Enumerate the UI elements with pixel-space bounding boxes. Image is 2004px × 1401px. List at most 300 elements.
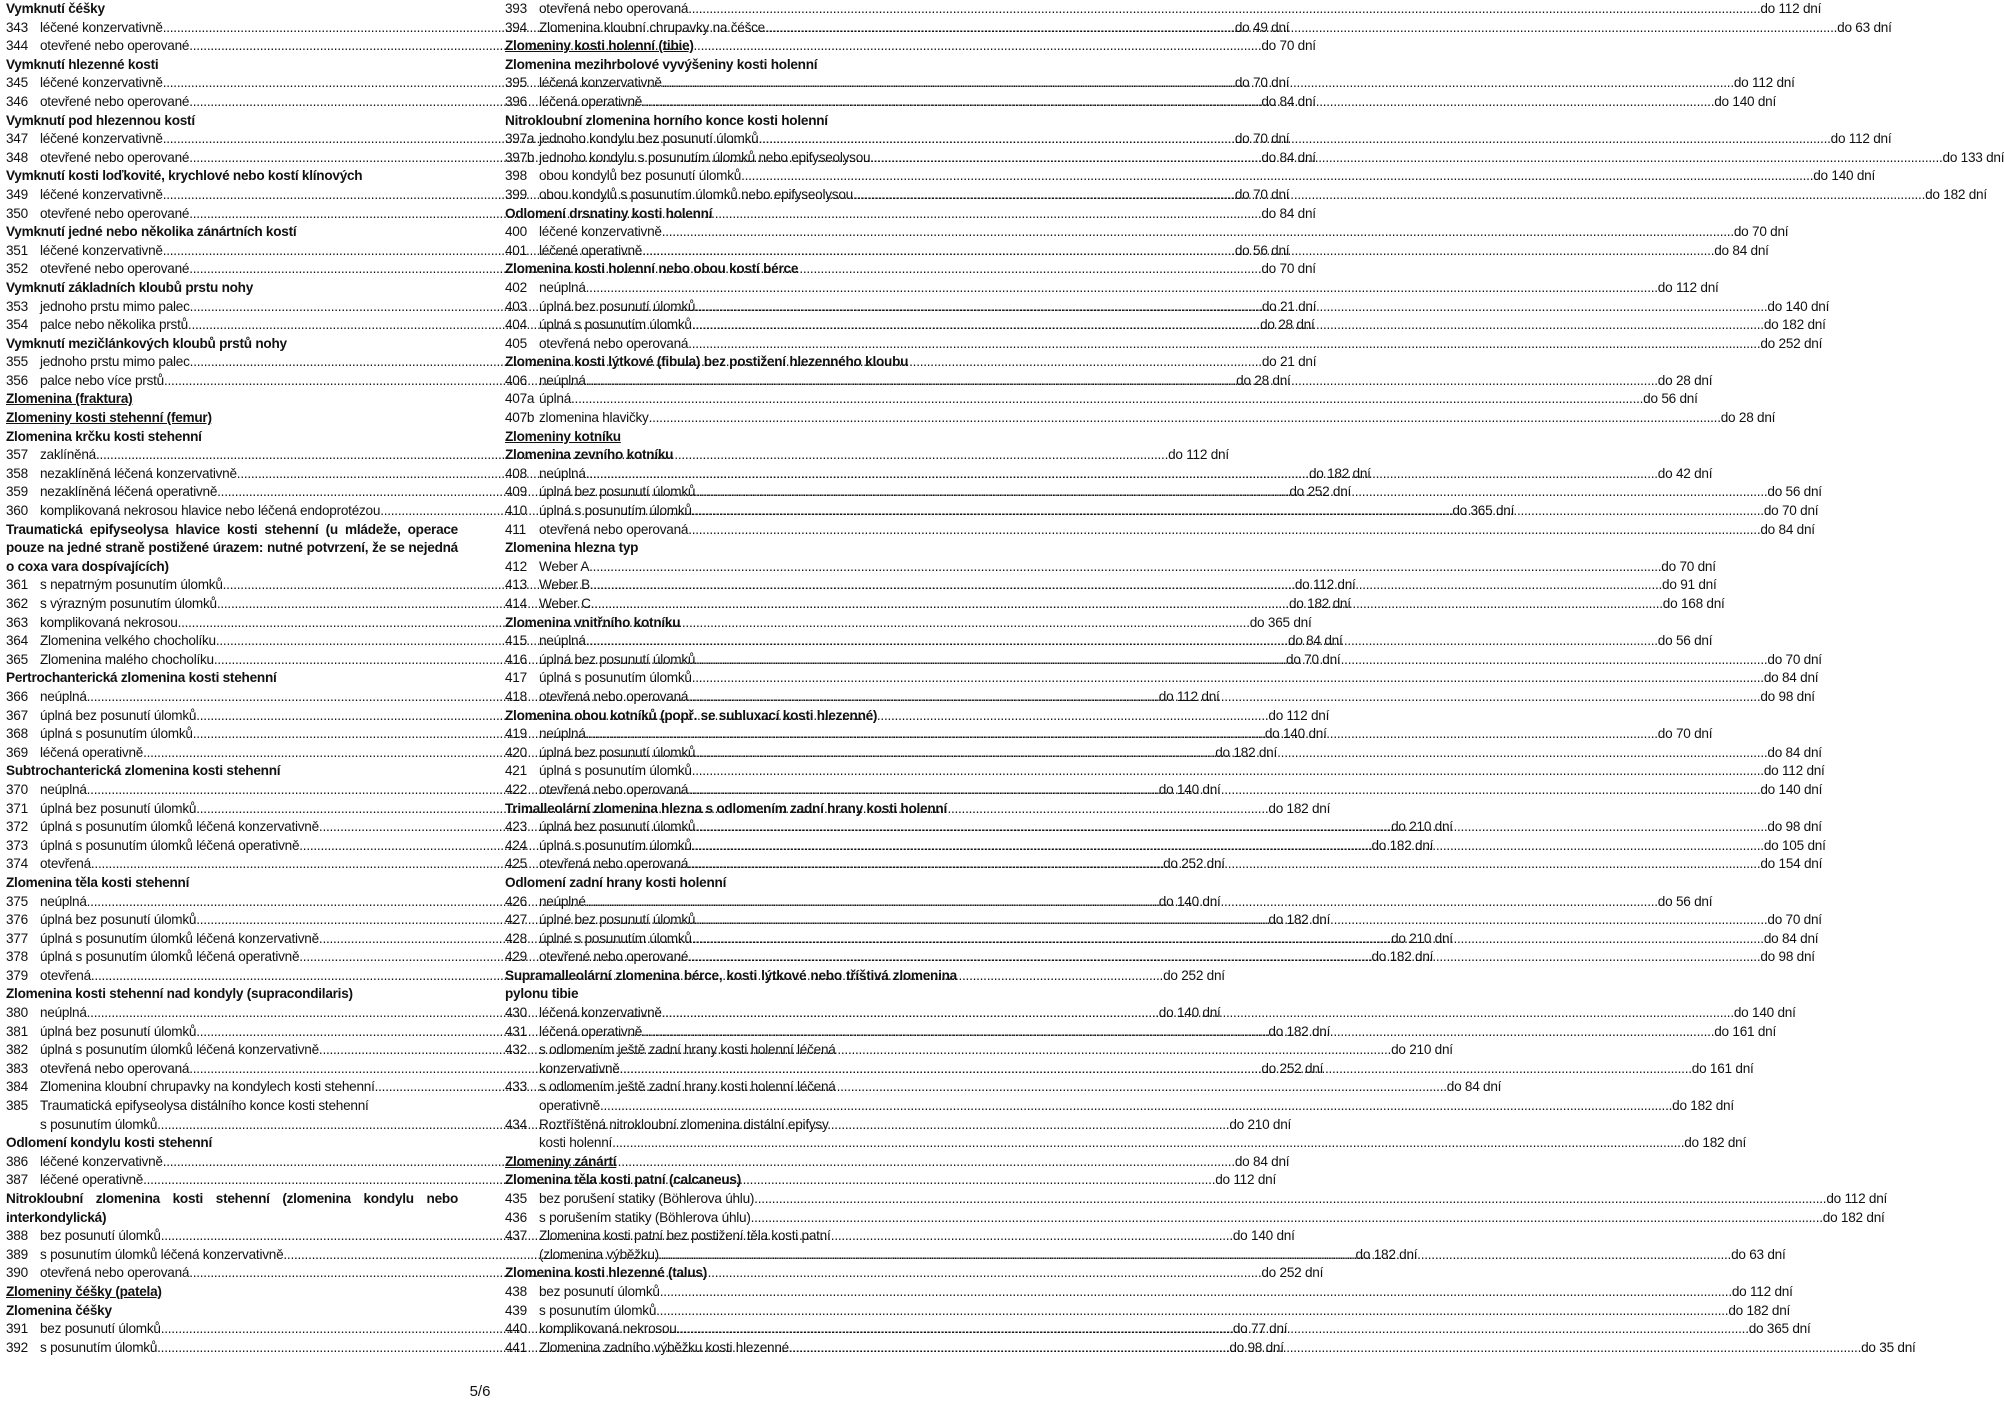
item-text: úplná bez posunutí úlomků bbox=[40, 912, 197, 928]
section-heading: Nitrokloubní zlomenina kosti stehenní (zlomenina kondylu nebo interkondylická) bbox=[6, 1191, 458, 1225]
item-number: 438 bbox=[505, 1283, 527, 1299]
dot-leader bbox=[688, 948, 1760, 967]
item-number: 357 bbox=[6, 447, 28, 463]
section-heading bbox=[6, 874, 458, 893]
item-duration: do 112 dní bbox=[1763, 763, 1825, 779]
item-number: 355 bbox=[6, 354, 28, 370]
section-heading bbox=[6, 1283, 458, 1302]
item-text: úplná bez posunutí úlomků bbox=[539, 651, 696, 667]
heading-text: Trimalleolární zlomenina hlezna s odlomením zadní hrany kosti holenní bbox=[505, 800, 948, 816]
dot-leader bbox=[662, 74, 1734, 93]
dot-leader bbox=[692, 837, 1764, 856]
item-number: 372 bbox=[6, 819, 28, 835]
item-text: s odlomením ještě zadní hrany kosti holenní léčená bbox=[539, 1042, 836, 1058]
dot-leader bbox=[695, 651, 1767, 670]
item-number: 344 bbox=[6, 38, 28, 54]
item-text: otevřená bbox=[40, 967, 91, 983]
section-heading: Supramalleolární zlomenina bérce, kosti lýtkové nebo tříštivá zlomenina pylonu tibie bbox=[505, 967, 957, 1002]
dot-leader bbox=[688, 521, 1760, 540]
heading-text: Zlomenina kosti hlezenné (talus) bbox=[505, 1265, 707, 1281]
item-text: léčená konzervativně bbox=[539, 75, 662, 91]
item-duration: do 28 dní bbox=[1657, 372, 1713, 388]
item-duration: do 112 dní bbox=[1158, 688, 1220, 704]
item-text: komplikovaná nekrosou bbox=[539, 1321, 677, 1337]
item-text: úplná bbox=[539, 391, 572, 407]
item-number: 365 bbox=[6, 651, 28, 667]
item-number: 390 bbox=[6, 1265, 28, 1281]
item-duration: do 28 dní bbox=[1720, 410, 1776, 426]
item-duration: do 140 dní bbox=[1767, 298, 1830, 314]
item-duration: do 84 dní bbox=[1234, 1153, 1290, 1169]
item-number: 374 bbox=[6, 856, 28, 872]
item-text: obou kondylů s posunutím úlomků nebo epifyseolysou bbox=[539, 186, 853, 202]
item-duration: do 21 dní bbox=[1261, 298, 1317, 314]
item-duration: do 42 dní bbox=[1657, 465, 1713, 481]
item-number: 369 bbox=[6, 744, 28, 760]
item-text: jednoho kondylu bez posunutí úlomků bbox=[539, 131, 759, 147]
dot-leader bbox=[741, 167, 1813, 186]
item-duration: do 252 dní bbox=[1760, 335, 1823, 351]
item-duration: do 210 dní bbox=[1391, 1042, 1453, 1058]
item-text: otevřená nebo operovaná bbox=[539, 781, 689, 797]
section-heading bbox=[6, 428, 458, 447]
item-number: 380 bbox=[6, 1005, 28, 1021]
item-text: palce nebo více prstů bbox=[40, 372, 164, 388]
item-number: 359 bbox=[6, 484, 28, 500]
item-number: 416 bbox=[505, 651, 527, 667]
item-text: neúplná bbox=[539, 726, 586, 742]
item-duration: do 365 dní bbox=[1748, 1321, 1811, 1337]
section-heading bbox=[6, 223, 458, 242]
item-duration: do 56 dní bbox=[1234, 242, 1290, 258]
item-text: léčené konzervativně bbox=[40, 75, 163, 91]
item-text: Weber B bbox=[539, 577, 590, 593]
item-duration: do 84 dní bbox=[1261, 205, 1316, 221]
item-number: 366 bbox=[6, 688, 28, 704]
list-item bbox=[505, 1209, 1885, 1228]
item-duration: do 49 dní bbox=[1234, 19, 1290, 35]
dot-leader bbox=[659, 1246, 1731, 1265]
item-number: 433 bbox=[505, 1079, 527, 1095]
heading-text: Pertrochanterická zlomenina kosti stehenní bbox=[6, 670, 277, 686]
list-item bbox=[6, 1097, 458, 1116]
dot-leader bbox=[695, 818, 1767, 837]
dot-leader bbox=[789, 1339, 1861, 1358]
heading-text: Zlomenina kosti lýtkové (fibula) bez postižení hlezenného kloubu bbox=[505, 354, 909, 370]
item-text: léčená konzervativně bbox=[539, 1005, 662, 1021]
item-number: 405 bbox=[505, 335, 527, 351]
dot-leader bbox=[660, 1283, 1732, 1302]
item-number: 432 bbox=[505, 1042, 527, 1058]
item-text: (zlomenina výběžku) bbox=[539, 1246, 659, 1262]
section-heading bbox=[6, 112, 458, 131]
item-text: otevřená nebo operovaná bbox=[539, 1, 689, 16]
item-text: s posunutím úlomků bbox=[539, 1302, 657, 1318]
item-duration: do 161 dní bbox=[1714, 1023, 1776, 1039]
item-duration: do 140 dní bbox=[1714, 93, 1776, 109]
item-text: léčená operativně bbox=[539, 1023, 643, 1039]
dot-leader bbox=[591, 595, 1663, 614]
item-duration: do 252 dní bbox=[1261, 1265, 1324, 1281]
item-text: úplná s posunutím úlomků bbox=[539, 503, 692, 519]
item-duration: do 182 dní bbox=[1822, 1209, 1885, 1225]
item-number: 350 bbox=[6, 205, 28, 221]
item-text: otevřené nebo operované bbox=[539, 949, 689, 965]
item-text: úplná s posunutím úlomků bbox=[539, 670, 692, 686]
section-heading bbox=[6, 985, 458, 1004]
item-duration: do 91 dní bbox=[1662, 577, 1717, 593]
item-number: 393 bbox=[505, 1, 527, 16]
item-number: 418 bbox=[505, 688, 527, 704]
item-number: 371 bbox=[6, 800, 28, 816]
item-text: léčené konzervativně bbox=[40, 131, 163, 147]
heading-text: Nitrokloubní zlomenina horního konce kosti holenní bbox=[505, 112, 828, 128]
item-text: Zlomenina velkého chocholíku bbox=[40, 633, 216, 649]
item-duration: do 70 dní bbox=[1234, 75, 1290, 91]
heading-text: Zlomenina těla kosti patní (calcaneus) bbox=[505, 1172, 742, 1188]
item-duration: do 84 dní bbox=[1288, 633, 1343, 649]
item-number: 427 bbox=[505, 912, 527, 928]
list-item bbox=[505, 223, 1789, 242]
item-number: 400 bbox=[505, 224, 527, 240]
list-item bbox=[505, 1116, 957, 1135]
item-number: 434 bbox=[505, 1116, 527, 1132]
dot-leader bbox=[662, 223, 1734, 242]
item-text: otevřené nebo operované bbox=[40, 149, 190, 165]
item-text: úplná s posunutím úlomků bbox=[539, 763, 692, 779]
indent-spacer bbox=[505, 1246, 539, 1265]
item-duration: do 252 dní bbox=[1163, 967, 1225, 983]
section-heading bbox=[505, 446, 957, 465]
item-text: s posunutím úlomků bbox=[40, 1116, 158, 1132]
item-number: 387 bbox=[6, 1172, 28, 1188]
list-item bbox=[505, 1227, 957, 1246]
item-duration: do 112 dní bbox=[1268, 707, 1330, 723]
list-item bbox=[505, 781, 1823, 800]
heading-text: Zlomenina zevního kotníku bbox=[505, 447, 674, 463]
item-number: 439 bbox=[505, 1302, 527, 1318]
item-number: 368 bbox=[6, 726, 28, 742]
item-duration: do 70 dní bbox=[1661, 558, 1716, 574]
item-duration: do 168 dní bbox=[1662, 596, 1725, 611]
item-duration: do 210 dní bbox=[1229, 1116, 1292, 1132]
section-heading bbox=[505, 37, 957, 56]
item-number: 421 bbox=[505, 763, 527, 779]
item-number: 352 bbox=[6, 261, 28, 277]
list-item bbox=[505, 390, 1698, 409]
section-heading bbox=[505, 707, 957, 726]
page-number: 5/6 bbox=[469, 1383, 491, 1400]
item-text: úplná bez posunutí úlomků bbox=[40, 800, 197, 816]
item-number: 417 bbox=[505, 670, 527, 686]
item-duration: do 84 dní bbox=[1767, 744, 1822, 760]
item-text: úplná s posunutím úlomků léčená operativně bbox=[40, 949, 300, 965]
list-item bbox=[505, 1190, 1888, 1209]
section-heading bbox=[505, 1171, 957, 1190]
dot-leader bbox=[589, 558, 1661, 577]
item-duration: do 140 dní bbox=[1733, 1005, 1796, 1021]
item-number: 407a bbox=[505, 391, 535, 407]
item-number: 386 bbox=[6, 1153, 28, 1169]
item-text: otevřená bbox=[40, 856, 91, 872]
item-number: 361 bbox=[6, 577, 28, 593]
item-number: 397a bbox=[505, 131, 535, 147]
item-text: otevřená nebo operovaná bbox=[539, 521, 689, 537]
item-text: úplná bez posunutí úlomků bbox=[40, 707, 197, 723]
item-number: 408 bbox=[505, 465, 527, 481]
section-heading bbox=[6, 0, 458, 19]
item-duration: do 98 dní bbox=[1229, 1339, 1284, 1355]
heading-text: Zlomenina obou kotníků (popř. se subluxací kosti hlezenné) bbox=[505, 707, 878, 723]
item-duration: do 182 dní bbox=[1289, 596, 1351, 611]
dot-leader bbox=[692, 316, 1764, 335]
item-duration: do 182 dní bbox=[1371, 949, 1434, 965]
item-text: úplná bez posunutí úlomků bbox=[539, 484, 696, 500]
item-duration: do 70 dní bbox=[1733, 224, 1789, 240]
dot-leader bbox=[642, 1023, 1714, 1042]
item-duration: do 182 dní bbox=[1268, 800, 1331, 816]
item-number: 343 bbox=[6, 19, 28, 35]
item-number: 383 bbox=[6, 1060, 28, 1076]
section-heading bbox=[505, 539, 957, 558]
list-item bbox=[505, 558, 1716, 577]
dot-leader bbox=[586, 893, 1658, 912]
item-duration: do 182 dní bbox=[1268, 912, 1331, 928]
item-number: 415 bbox=[505, 633, 527, 649]
dot-leader bbox=[688, 781, 1760, 800]
item-number: 441 bbox=[505, 1339, 527, 1355]
item-duration: do 98 dní bbox=[1767, 819, 1822, 835]
item-text: zaklíněná bbox=[40, 447, 96, 463]
item-number: 356 bbox=[6, 372, 28, 388]
dot-leader bbox=[695, 744, 1767, 763]
item-text: neúplná bbox=[40, 1005, 87, 1021]
item-text: jednoho prstu mimo palec bbox=[40, 298, 190, 314]
item-number: 411 bbox=[505, 521, 526, 537]
item-number: 435 bbox=[505, 1191, 527, 1206]
item-text: úplná s posunutím úlomků bbox=[539, 317, 692, 333]
heading-text: Vymknutí pod hlezennou kostí bbox=[6, 112, 195, 128]
item-text: úplná s posunutím úlomků léčená konzervativně bbox=[40, 819, 319, 835]
item-number: 428 bbox=[505, 930, 527, 946]
item-duration: do 182 dní bbox=[1371, 837, 1434, 853]
item-duration: do 70 dní bbox=[1234, 131, 1290, 147]
list-item bbox=[505, 372, 1713, 391]
item-number: 431 bbox=[505, 1023, 527, 1039]
item-text: nezaklíněná léčená operativně bbox=[40, 484, 218, 500]
section-heading bbox=[6, 279, 458, 298]
item-number: 384 bbox=[6, 1079, 28, 1095]
indent-spacer bbox=[505, 1134, 539, 1153]
section-heading bbox=[505, 800, 957, 819]
indent-spacer bbox=[6, 1116, 40, 1135]
dot-leader bbox=[656, 1302, 1728, 1321]
item-text: jednoho kondylu s posunutím úlomků nebo epifyseolysou bbox=[539, 149, 871, 165]
item-duration: do 182 dní bbox=[1728, 1302, 1791, 1318]
heading-text: Zlomenina vnitřního kotníku bbox=[505, 614, 681, 630]
dot-leader bbox=[612, 1134, 1684, 1153]
item-duration: do 182 dní bbox=[1763, 317, 1826, 333]
list-item bbox=[505, 651, 1822, 670]
item-text: Zlomenina malého chocholíku bbox=[40, 651, 214, 667]
item-duration: do 70 dní bbox=[1767, 912, 1822, 928]
item-duration: do 35 dní bbox=[1861, 1339, 1916, 1355]
section-heading bbox=[505, 205, 957, 224]
item-duration: do 112 dní bbox=[1826, 1191, 1888, 1206]
section-heading bbox=[6, 409, 458, 428]
item-text: Weber A bbox=[539, 558, 590, 574]
item-text: otevřené nebo operované bbox=[40, 205, 190, 221]
item-text: Zlomenina kloubní chrupavky na kondylech kosti stehenní bbox=[40, 1079, 375, 1095]
item-number: 378 bbox=[6, 949, 28, 965]
section-heading bbox=[6, 669, 458, 688]
item-duration: do 365 dní bbox=[1249, 614, 1312, 630]
indent-spacer bbox=[505, 1060, 539, 1079]
heading-text: Zlomenina kosti holenní nebo obou kostí bérce bbox=[505, 261, 799, 277]
list-item bbox=[505, 762, 1825, 781]
item-duration: do 252 dní bbox=[1261, 1060, 1324, 1076]
item-number: 410 bbox=[505, 503, 527, 519]
list-item bbox=[505, 1041, 957, 1060]
dot-leader bbox=[600, 1097, 1672, 1116]
list-item bbox=[505, 1078, 957, 1097]
heading-text: Odlomení kondylu kosti stehenní bbox=[6, 1135, 212, 1151]
section-heading bbox=[6, 390, 458, 409]
item-text: Traumatická epifyseolysa distálního konce kosti stehenní bbox=[40, 1098, 369, 1114]
list-item bbox=[505, 521, 1815, 540]
item-number: 397b bbox=[505, 149, 535, 165]
item-duration: do 21 dní bbox=[1261, 354, 1317, 370]
heading-text: Zlomenina krčku kosti stehenní bbox=[6, 428, 202, 444]
heading-text: Zlomenina mezihrbolové vyvýšeniny kosti holenní bbox=[505, 56, 818, 72]
item-number: 382 bbox=[6, 1042, 28, 1058]
item-text: léčené konzervativně bbox=[40, 186, 163, 202]
item-duration: do 140 dní bbox=[1232, 1228, 1295, 1244]
dot-leader bbox=[620, 1060, 1692, 1079]
item-duration: do 56 dní bbox=[1657, 893, 1713, 909]
item-duration: do 56 dní bbox=[1657, 633, 1713, 649]
item-number: 351 bbox=[6, 242, 28, 258]
dot-leader bbox=[642, 242, 1714, 261]
item-number: 401 bbox=[505, 242, 527, 258]
section-heading bbox=[505, 1264, 957, 1283]
dot-leader bbox=[688, 0, 1760, 19]
item-text: Weber C bbox=[539, 596, 591, 611]
item-text: úplná bez posunutí úlomků bbox=[539, 744, 696, 760]
dot-leader bbox=[590, 576, 1662, 595]
heading-text: Zlomenina kosti stehenní nad kondyly (supracondilaris) bbox=[6, 986, 353, 1002]
heading-text: Zlomenina těla kosti stehenní bbox=[6, 874, 190, 890]
section-heading bbox=[6, 56, 458, 75]
section-heading bbox=[505, 56, 957, 75]
list-item bbox=[505, 669, 1819, 688]
item-duration: do 70 dní bbox=[1261, 38, 1316, 54]
section-heading bbox=[505, 353, 957, 372]
item-number: 381 bbox=[6, 1023, 28, 1039]
item-text: konzervativně bbox=[539, 1060, 620, 1076]
item-number: 349 bbox=[6, 186, 28, 202]
item-text: nezaklíněná léčená konzervativně bbox=[40, 465, 237, 481]
heading-text: Zlomeniny čéšky (patela) bbox=[6, 1283, 162, 1299]
item-text: neúplná bbox=[40, 688, 87, 704]
item-number: 348 bbox=[6, 149, 28, 165]
item-duration: do 182 dní bbox=[1684, 1135, 1746, 1151]
item-text: otevřená nebo operovaná bbox=[539, 335, 689, 351]
item-text: léčená operativně bbox=[539, 93, 643, 109]
item-text: jednoho prstu mimo palec bbox=[40, 354, 190, 370]
item-number: 389 bbox=[6, 1246, 28, 1262]
item-number: 373 bbox=[6, 837, 28, 853]
item-duration: do 70 dní bbox=[1657, 726, 1713, 742]
item-duration: do 112 dní bbox=[1215, 1172, 1276, 1188]
item-number: 412 bbox=[505, 558, 527, 574]
list-item-continuation bbox=[505, 1097, 1734, 1116]
item-text: otevřená nebo operovaná bbox=[40, 1060, 190, 1076]
list-item bbox=[505, 167, 1876, 186]
item-text: s výrazným posunutím úlomků bbox=[40, 596, 217, 611]
item-text: neúplná bbox=[539, 465, 586, 481]
item-text: s nepatrným posunutím úlomků bbox=[40, 577, 223, 593]
item-number: 407b bbox=[505, 410, 535, 426]
item-text: Roztříštěná nitrokloubní zlomenina distální epifysy bbox=[539, 1116, 829, 1132]
item-number: 353 bbox=[6, 298, 28, 314]
item-text: otevřená nebo operovaná bbox=[539, 856, 689, 872]
item-text: s odlomením ještě zadní hrany kosti holenní léčená bbox=[539, 1079, 836, 1095]
item-number: 414 bbox=[505, 596, 527, 611]
item-number: 396 bbox=[505, 93, 527, 109]
item-number: 362 bbox=[6, 596, 28, 611]
item-number: 391 bbox=[6, 1321, 28, 1337]
heading-text: Odlomení drsnatiny kosti holenní bbox=[505, 205, 713, 221]
item-duration: do 252 dní bbox=[1289, 484, 1352, 500]
item-text: otevřené nebo operované bbox=[40, 93, 190, 109]
dot-leader bbox=[695, 483, 1767, 502]
dot-leader bbox=[695, 298, 1767, 317]
list-item bbox=[505, 409, 1776, 428]
item-number: 354 bbox=[6, 317, 28, 333]
list-item-continuation bbox=[505, 1134, 1746, 1153]
item-text: s posunutím úlomků léčená konzervativně bbox=[40, 1246, 284, 1262]
item-text: otevřené nebo operované bbox=[40, 261, 190, 277]
item-number: 360 bbox=[6, 503, 28, 519]
dot-leader bbox=[677, 1320, 1749, 1339]
item-duration: do 98 dní bbox=[1760, 949, 1815, 965]
dot-leader bbox=[586, 725, 1658, 744]
item-text: operativně bbox=[539, 1098, 600, 1114]
item-number: 436 bbox=[505, 1209, 527, 1225]
item-text: komplikovaná nekrosou bbox=[40, 614, 178, 630]
item-text: otevřená nebo operovaná bbox=[539, 688, 689, 704]
item-duration: do 112 dní bbox=[1731, 1283, 1793, 1299]
heading-text: Vymknutí čéšky bbox=[6, 1, 105, 16]
item-number: 423 bbox=[505, 819, 527, 835]
item-duration: do 210 dní bbox=[1391, 930, 1453, 946]
item-number: 429 bbox=[505, 949, 527, 965]
dot-leader bbox=[571, 390, 1643, 409]
dot-leader bbox=[586, 279, 1658, 298]
item-text: otevřená nebo operovaná bbox=[40, 1265, 190, 1281]
item-number: 409 bbox=[505, 484, 527, 500]
item-duration: do 56 dní bbox=[1767, 484, 1822, 500]
section-heading bbox=[505, 614, 957, 633]
item-number: 377 bbox=[6, 930, 28, 946]
item-duration: do 112 dní bbox=[1294, 577, 1356, 593]
item-text: bez posunutí úlomků bbox=[40, 1228, 161, 1244]
item-duration: do 84 dní bbox=[1446, 1079, 1502, 1095]
heading-text: Vymknutí mezičlánkových kloubů prstů nohy bbox=[6, 335, 287, 351]
item-number: 358 bbox=[6, 465, 28, 481]
item-number: 422 bbox=[505, 781, 527, 797]
